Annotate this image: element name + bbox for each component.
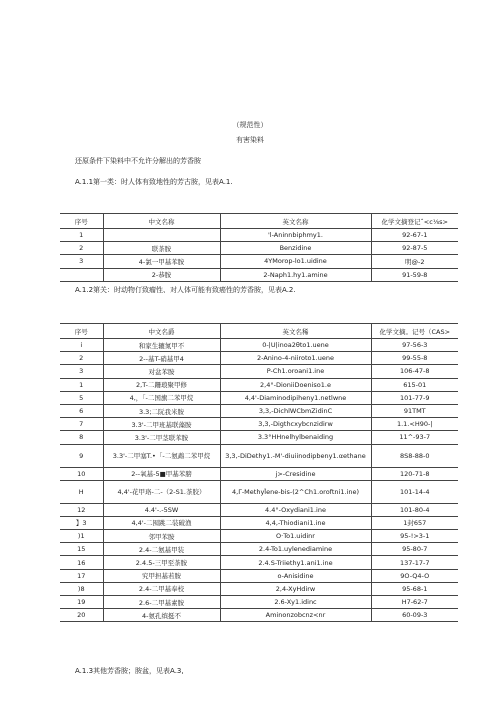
table-cell: 2-恭胺 [103, 268, 220, 281]
table-row [60, 480, 458, 503]
table-cell: 2,4°-DioniiDoeniso1.e [220, 378, 371, 391]
table-cell: 4,4'-花甲珞-二-（2-S1.茶胶） [103, 480, 220, 503]
table-a1-header-cell: 序号 [60, 214, 103, 229]
table-cell: 3.3'-二甲班基联藻胺 [103, 418, 220, 431]
table-row [60, 391, 458, 404]
table-cell: 101-14-4 [371, 480, 458, 503]
table-cell: 101-80-4 [371, 503, 458, 516]
table-cell: 3.3'-二甲塞T.•「-二氨鹉二苯甲烷 [103, 444, 220, 467]
table-cell: 3,3,-DiDethy1.-M'-diuiinodipbeny1.αethane [220, 444, 371, 467]
table-cell: 2.4-To1.uylenediamine [220, 543, 371, 556]
table-cell: 2.4.S-Triiethy1.ani1.ine [220, 556, 371, 569]
table-a2-header-cell: 序号 [60, 324, 103, 339]
appendix-title: 有害染料 [236, 136, 264, 144]
table-cell: 4,4'-Diaminodipiheny1.netlwne [220, 391, 371, 404]
table-cell [103, 229, 220, 242]
table-cell: 12 [60, 503, 103, 516]
table-cell: 91TMT [371, 404, 458, 417]
table-cell: 2 [60, 352, 103, 365]
table-cell: 对盆苯胺 [103, 365, 220, 378]
table-cell: 邻甲苯胺 [103, 530, 220, 543]
table-cell: 究甲担基若胺 [103, 569, 220, 582]
table-cell: )8 [60, 582, 103, 595]
table-cell: 95-!>3-1 [371, 530, 458, 543]
table-row [60, 543, 458, 556]
table-cell: 20 [60, 609, 103, 622]
table-cell: 】3 [60, 516, 103, 529]
table-cell: O·To1.uidinr [220, 530, 371, 543]
table-cell: 2.4-二甲基奉校 [103, 582, 220, 595]
table-cell: 8S8-88-0 [371, 444, 458, 467]
table-a1 [60, 213, 458, 282]
table-cell: 4-氯一甲基苯胺 [103, 255, 220, 268]
table-cell: j>-Cresidine [220, 467, 371, 480]
table-row [60, 609, 458, 622]
table-cell: H7-62-7 [371, 596, 458, 609]
table-cell: 4,Γ-Methyl̂ene-bis-(2^Ch1.oroftni1.ine) [220, 480, 371, 503]
table-row [60, 378, 458, 391]
table-cell: 120-71-8 [371, 467, 458, 480]
table-cell: 2 [60, 242, 103, 255]
table-cell: 明@-2 [371, 255, 458, 268]
table-cell: 91-59-8 [371, 268, 458, 281]
table-cell: 0-|U|inoa2θto1.uene [220, 339, 371, 352]
table-row [60, 569, 458, 582]
table-cell: 95-80-7 [371, 543, 458, 556]
table-cell: 8 [60, 431, 103, 444]
table-cell: )1 [60, 530, 103, 543]
table-cell: 2-Naph1.hy1.amine [220, 268, 371, 281]
table-row [60, 418, 458, 431]
section-a11-heading: A.1.1第一类：时人体有致地性的芳古胺，见表A.1. [75, 178, 233, 186]
table-cell: Benzidine [220, 242, 371, 255]
normative-label: （规范性） [232, 121, 268, 129]
table-cell: 2-Anino-4-niiroto1.uene [220, 352, 371, 365]
table-cell: 3 [60, 365, 103, 378]
table-cell [60, 268, 103, 281]
table-row [60, 255, 458, 268]
table-cell: 4,4,-Thiodiani1.ine [220, 516, 371, 529]
table-a2-header-cell: 英文名稀 [220, 324, 371, 339]
table-cell: P-Ch1.oroani1.ine [220, 365, 371, 378]
table-cell: 1封657 [371, 516, 458, 529]
table-row [60, 365, 458, 378]
table-a2 [60, 323, 458, 622]
table-a1-header-cell: 化学文摘登记ˆ<c⅛s> [371, 214, 458, 229]
table-cell: 9 [60, 444, 103, 467]
table-cell: 60-09-3 [371, 609, 458, 622]
table-cell: 10 [60, 467, 103, 480]
table-cell: 3.3°HHnelhylbenaiding [220, 431, 371, 444]
table-row [60, 467, 458, 480]
table-cell: 106-47-8 [371, 365, 458, 378]
table-cell: 5 [60, 391, 103, 404]
table-cell: 4,4'-二囤跳二装破渔 [103, 516, 220, 529]
table-cell: 2.6-二甲基素胺 [103, 596, 220, 609]
table-row [60, 242, 458, 255]
table-cell: 3,3,-DichlWCbmZidinC [220, 404, 371, 417]
table-cell: 15 [60, 543, 103, 556]
table-cell: 7 [60, 418, 103, 431]
table-cell: 2--氧基-5■甲基苯膀 [103, 467, 220, 480]
table-cell: 4-氨孔缤挺不 [103, 609, 220, 622]
table-cell: 2--基T-硝基甲4 [103, 352, 220, 365]
table-a2-header-row [60, 324, 458, 339]
table-a2-header-cell: 中文名爵 [103, 324, 220, 339]
table-cell: Aminonzobcnz<nr [220, 609, 371, 622]
table-cell: 2,4-XyHdirw [220, 582, 371, 595]
table-cell: 99-55-8 [371, 352, 458, 365]
table-row [60, 229, 458, 242]
table-row [60, 268, 458, 281]
table-a1-header-cell: 中文名称 [103, 214, 220, 229]
table-cell: 137-17-7 [371, 556, 458, 569]
table-cell: 2,T-二跚琅聚甲修 [103, 378, 220, 391]
table-cell: 1.1.<H90-| [371, 418, 458, 431]
table-cell: 92-87-5 [371, 242, 458, 255]
table-cell: 4,，「-二国旗二苯甲烷 [103, 391, 220, 404]
table-cell: 9O-Q4-O [371, 569, 458, 582]
table-row [60, 404, 458, 417]
table-cell: 17 [60, 569, 103, 582]
table-cell: 2.6-Xy1.idinc [220, 596, 371, 609]
section-a13-heading: A.1.3其他芳香胺；胺盆，见表A.3, [75, 667, 184, 675]
table-cell: i [60, 339, 103, 352]
table-cell: 1 [60, 378, 103, 391]
table-cell: 和家生辘氮甲不 [103, 339, 220, 352]
intro-text: 还原条件下染料中不允许分解出的芳香胺 [75, 157, 201, 165]
table-cell: 4.4°-Oxydiani1.ine [220, 503, 371, 516]
table-cell: 92-67-1 [371, 229, 458, 242]
table-cell: 6 [60, 404, 103, 417]
table-row [60, 444, 458, 467]
section-a12-heading: A.1.2第关：时动物仃致瘤性、对人体可能有致癌性的芳香胺，见表A.2. [75, 286, 296, 294]
table-cell: 615-01 [371, 378, 458, 391]
table-row [60, 431, 458, 444]
table-cell: 2.4.5-三甲至茶胺 [103, 556, 220, 569]
table-cell: 16 [60, 556, 103, 569]
table-cell: H [60, 480, 103, 503]
table-cell: 'l-Aninnbiphmy1. [220, 229, 371, 242]
table-row [60, 503, 458, 516]
table-cell: 3,3,-Digthcxybcnzidirw [220, 418, 371, 431]
table-a1-header-cell: 英文名称 [220, 214, 371, 229]
table-cell: 3 [60, 255, 103, 268]
table-cell: 4YMorop-lo1.uidine [220, 255, 371, 268]
table-row [60, 556, 458, 569]
table-row [60, 339, 458, 352]
table-cell: o-Anisidine [220, 569, 371, 582]
table-cell: 联茶胺 [103, 242, 220, 255]
table-cell: 2.4-二氨基甲装 [103, 543, 220, 556]
table-cell: 3.3'-二甲茎联苯胺 [103, 431, 220, 444]
table-cell: 19 [60, 596, 103, 609]
table-row [60, 530, 458, 543]
table-cell: 97-56-3 [371, 339, 458, 352]
table-cell: 4.4'-.-5SW [103, 503, 220, 516]
table-row [60, 596, 458, 609]
table-row [60, 582, 458, 595]
table-cell: 1 [60, 229, 103, 242]
table-a2-header-cell: 化学文摘。记号（CAS> [371, 324, 458, 339]
table-row [60, 352, 458, 365]
table-cell: 3.3;二阮我米胺 [103, 404, 220, 417]
table-cell: 101-77-9 [371, 391, 458, 404]
table-row [60, 516, 458, 529]
table-a1-header-row [60, 214, 458, 229]
table-cell: 95-68-1 [371, 582, 458, 595]
table-cell: 11^-93-7 [371, 431, 458, 444]
